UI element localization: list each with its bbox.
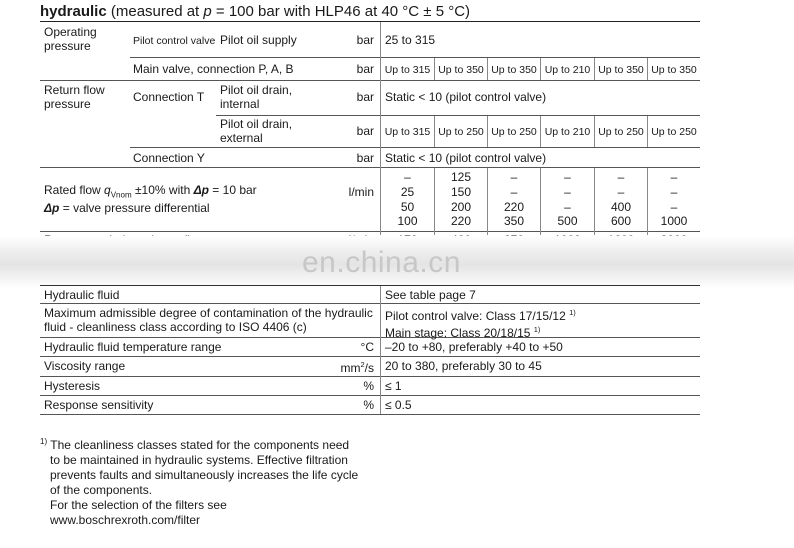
main-valve-value: Up to 350	[438, 64, 484, 76]
rated-flow-column: – – – 1000	[660, 170, 688, 229]
rated-flow-column: 125 150 200 220	[450, 170, 472, 229]
unit-bar: bar	[356, 151, 374, 165]
drain-external-value: Up to 315	[384, 126, 431, 138]
rule	[130, 147, 700, 148]
unit-lmin: l/min	[348, 185, 374, 199]
rule	[40, 303, 700, 304]
drain-internal-label: Pilot oil drain, internal	[220, 83, 293, 111]
pilot-oil-supply-label: Pilot oil supply	[220, 33, 297, 47]
unit-celsius: °C	[360, 340, 374, 354]
hysteresis-value: ≤ 1	[385, 379, 402, 393]
connection-t-label: Connection T	[133, 90, 205, 104]
drain-external-value: Up to 250	[438, 126, 484, 138]
pilot-group-label: Pilot control valve	[133, 35, 216, 47]
unit-bar: bar	[356, 62, 374, 76]
unit-percent: %	[363, 398, 374, 412]
rated-flow-column: – – 400 600	[610, 170, 632, 229]
footnote-mark: 1)	[40, 437, 48, 446]
section-title: hydraulic (measured at p = 100 bar with HLP46 at 40 °C ± 5 °C)	[40, 3, 471, 20]
drain-internal-value: Static < 10 (pilot control valve)	[385, 90, 547, 104]
rule	[40, 395, 700, 396]
rule-top	[40, 21, 700, 22]
rated-flow-column: – 25 50 100	[397, 170, 418, 229]
rule	[40, 167, 700, 168]
rule	[40, 337, 700, 338]
contamination-label: Maximum admissible degree of contamination of the hydraulic fluid - cleanliness class according to ISO 4406 (c)	[44, 306, 373, 334]
unit-percent: %	[363, 379, 374, 393]
main-valve-value: Up to 350	[598, 64, 644, 76]
unit-viscosity: $mm^2/s$	[340, 360, 374, 375]
rule	[40, 231, 700, 232]
unit-bar: bar	[356, 33, 374, 47]
watermark: en.china.cn	[302, 246, 461, 279]
viscosity-value: 20 to 380, preferably 30 to 45	[385, 359, 542, 373]
main-valve-label: Main valve, connection P, A, B	[133, 62, 294, 76]
main-valve-value: Up to 350	[651, 64, 697, 76]
col-divider	[380, 286, 381, 414]
main-valve-value: Up to 350	[491, 64, 537, 76]
hydraulic-fluid-value: See table page 7	[385, 288, 476, 302]
hydraulic-fluid-label: Hydraulic fluid	[44, 288, 120, 302]
drain-external-value: Up to 250	[651, 126, 697, 138]
unit-bar: bar	[356, 90, 374, 104]
temperature-label: Hydraulic fluid temperature range	[44, 340, 222, 354]
rule	[216, 115, 700, 116]
response-sensitivity-value: ≤ 0.5	[385, 398, 412, 412]
rule	[40, 414, 700, 415]
return-flow-label: Return flow pressure	[44, 83, 105, 111]
rated-flow-column: – – 220 350	[503, 170, 525, 229]
delta-p-definition: Δp = valve pressure differential	[44, 201, 210, 215]
hysteresis-label: Hysteresis	[44, 379, 101, 393]
rule	[40, 376, 700, 377]
connection-y-label: Connection Y	[133, 151, 205, 165]
footnote: $^{1)}$ The cleanliness classes stated for the components need to be maintained in hydraulic systems. Effective filtration prevents faults and simultaneously increases the life cycle of the components. For the selection of the filters see www.boschrexroth.com/filter	[40, 437, 359, 527]
viscosity-label: Viscosity range	[44, 359, 126, 373]
drain-external-value: Up to 210	[544, 126, 591, 138]
rated-flow-label: Rated flow $q_{Vnom} \pm 10\%$ with Δp = 10 bar	[44, 183, 257, 200]
response-sensitivity-label: Response sensitivity	[44, 398, 154, 412]
rule	[130, 57, 700, 58]
pilot-oil-supply-value: 25 to 315	[385, 33, 436, 47]
drain-external-value: Up to 250	[598, 126, 644, 138]
drain-external-value: Up to 250	[491, 126, 537, 138]
main-valve-value: Up to 210	[544, 64, 591, 76]
drain-external-label: Pilot oil drain, external	[220, 117, 293, 145]
rule	[40, 80, 700, 81]
unit-bar: bar	[356, 124, 374, 138]
temperature-value: –20 to +80, preferably +40 to +50	[385, 340, 563, 354]
rule	[40, 356, 700, 357]
connection-y-value: Static < 10 (pilot control valve)	[385, 151, 547, 165]
rule	[40, 285, 700, 286]
rated-flow-column: – – – 500	[557, 170, 578, 229]
operating-pressure-label: Operating pressure	[44, 25, 97, 53]
contamination-value: Pilot control valve: Class 17/15/12 $^{1)}$ Main stage: Class 20/18/15 $^{1)}$	[385, 308, 576, 340]
main-valve-value: Up to 315	[384, 64, 431, 76]
filter-url: www.boschrexroth.com/filter	[50, 513, 201, 527]
